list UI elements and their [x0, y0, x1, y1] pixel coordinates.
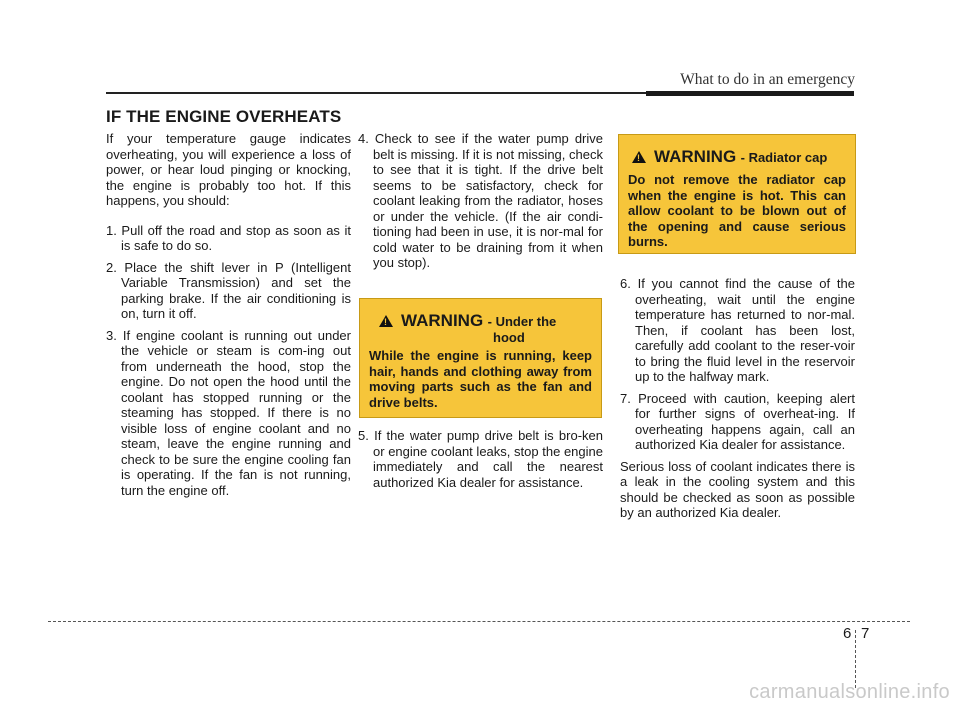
step-1: 1. Pull off the road and stop as soon as it is safe to do so.: [106, 222, 351, 253]
page-title: IF THE ENGINE OVERHEATS: [106, 107, 342, 126]
step-7: 7. Proceed with caution, keeping alert for further signs of overheat-ing. If overheating happens again, call an authorized Kia dealer for assistance.: [620, 390, 855, 452]
intro-paragraph: If your temperature gauge indicates overheating, you will experience a loss of power, or hear loud pinging or knocking, the engine is probably too hot. If this happens, you should:: [106, 131, 351, 208]
closing-paragraph: Serious loss of coolant indicates there is a leak in the cooling system and this should be checked as soon as possible by an authorized Kia dealer.: [620, 458, 855, 520]
page-number: 7: [861, 625, 870, 642]
header-rule: [106, 92, 646, 94]
warning-text: Do not remove the radiator cap when the engine is hot. This can allow coolant to be blown out of the opening and cause serious burns.: [628, 172, 846, 249]
warning-text: While the engine is running, keep hair, hands and clothing away from moving parts such as the fan and drive belts.: [369, 348, 592, 410]
footer-divider: [855, 630, 856, 688]
warning-label: WARNING: [654, 147, 737, 166]
column-2-lower: [358, 428, 603, 490]
footer-rule: [48, 621, 910, 622]
watermark: carmanualsonline.info: [749, 681, 950, 703]
chapter-number: 6: [843, 625, 852, 642]
step-2: 2. Place the shift lever in P (Intelligent Variable Transmission) and set the parking brake. If the air conditioning is on, turn it off.: [106, 259, 351, 321]
step-6: 6. If you cannot find the cause of the overheating, wait until the engine temperature has returned to nor-mal. Then, if coolant has been lost, carefully add coolant to the reser-voir to bring the fluid level in the reservoir up to the halfway mark.: [620, 276, 855, 384]
column-3: [620, 276, 855, 521]
warning-label: WARNING: [401, 311, 484, 330]
step-4: 4. Check to see if the water pump drive belt is missing. If it is not missing, check to see that it is tight. If the drive belt seems to be satisfactory, check for coolant leaking from the radiator, hoses or under the vehicle. (If the air condi-tioning had been in use, it is nor-mal for cold water to be draining from it when you stop).: [358, 131, 603, 270]
warning-subtitle-2: hood: [493, 330, 525, 345]
warning-icon: !: [379, 315, 393, 327]
warning-box-hood: [359, 298, 602, 418]
warning-subtitle: - Under the: [487, 314, 557, 329]
column-2: [358, 131, 603, 271]
column-1: [106, 131, 351, 498]
warning-box-radiator: [618, 134, 856, 254]
warning-subtitle: - Radiator cap: [740, 150, 828, 165]
step-3: 3. If engine coolant is running out under the vehicle or steam is com-ing out from underneath the hood, stop the engine. Do not open the hood until the coolant has stopped running or the steaming has stopped. If there is no visible loss of engine coolant and no steam, leave the engine running and check to be sure the engine cooling fan is operating. If the fan is not running, turn the engine off.: [106, 327, 351, 498]
warning-icon: !: [632, 151, 646, 163]
step-5: 5. If the water pump drive belt is bro-ken or engine coolant leaks, stop the engine immediately and call the nearest authorized Kia dealer for assistance.: [358, 428, 603, 490]
section-header: What to do in an emergency: [680, 71, 855, 88]
header-bar: [646, 91, 854, 96]
